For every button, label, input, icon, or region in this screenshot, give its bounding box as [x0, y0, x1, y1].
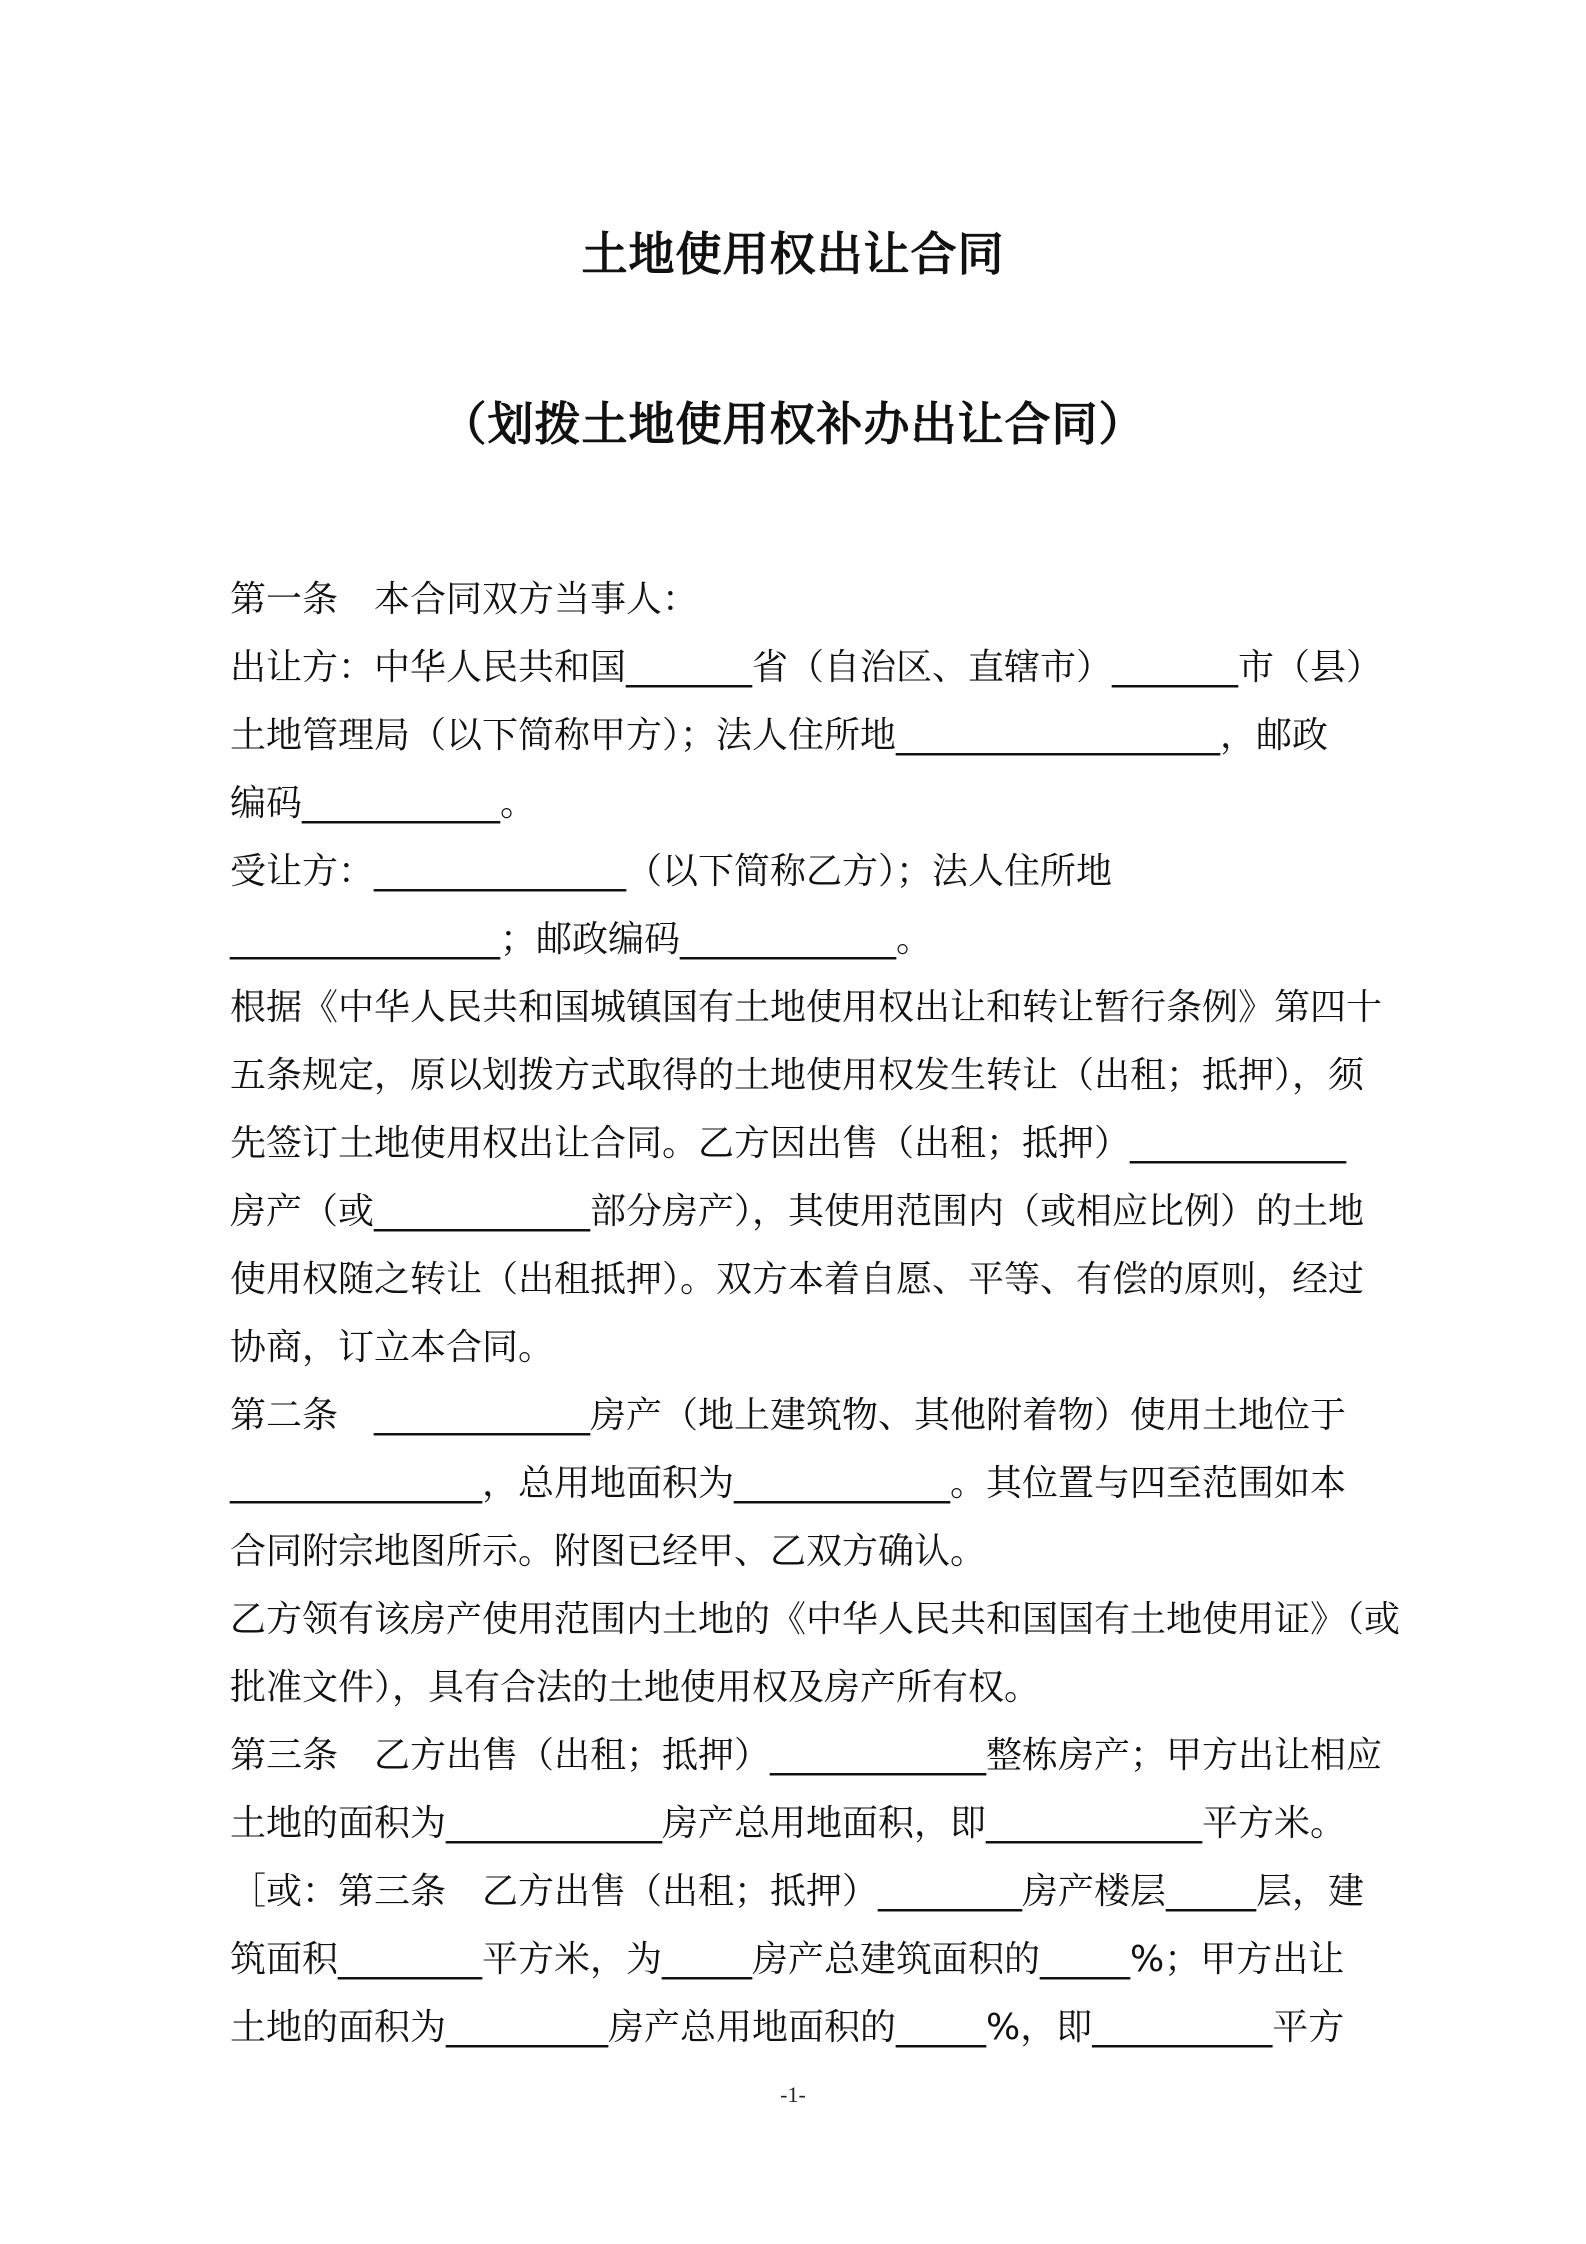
text-line: 房产（或____________部分房产），其使用范围内（或相应比例）的土地	[230, 1191, 1365, 1232]
text-line: 第一条 本合同双方当事人：	[230, 579, 699, 620]
text-line: 筑面积________平方米，为_____房产总建筑面积的_____%；甲方出让	[230, 1939, 1345, 1980]
text-line: 土地的面积为_________房产总用地面积的_____%，即__________平方	[230, 2007, 1345, 2048]
text-line: 协商，订立本合同。	[230, 1327, 555, 1368]
text-line: 根据《中华人民共和国城镇国有土地使用权出让和转让暂行条例》第四十	[230, 987, 1383, 1028]
text-line: ［或：第三条 乙方出售（出租；抵押）________房产楼层_____层，建	[230, 1871, 1365, 1912]
text-line: 使用权随之转让（出租抵押）。双方本着自愿、平等、有偿的原则，经过	[230, 1259, 1365, 1300]
text-line: 第二条 ____________房产（地上建筑物、其他附着物）使用土地位于	[230, 1395, 1347, 1436]
page-number: -1-	[780, 2082, 806, 2107]
document-body	[230, 566, 1452, 2062]
text-line: 出让方：中华人民共和国_______省（自治区、直辖市）_______市（县）	[230, 647, 1383, 688]
text-line: _______________；邮政编码____________。	[230, 919, 933, 960]
text-line: 合同附宗地图所示。附图已经甲、乙双方确认。	[230, 1531, 987, 1572]
text-line: 第三条 乙方出售（出租；抵押）____________整栋房产；甲方出让相应	[230, 1735, 1383, 1776]
text-line: 编码___________。	[230, 783, 537, 824]
text-line: 乙方领有该房产使用范围内土地的《中华人民共和国国有土地使用证》（或	[230, 1599, 1401, 1640]
text-line: ______________，总用地面积为____________。其位置与四至范围如本	[230, 1463, 1347, 1504]
document-title: 土地使用权出让合同	[581, 227, 1005, 281]
text-line: 批准文件），具有合法的土地使用权及房产所有权。	[230, 1667, 1041, 1708]
text-line: 受让方：______________（以下简称乙方）；法人住所地	[230, 851, 1113, 892]
text-line: 五条规定，原以划拨方式取得的土地使用权发生转让（出租；抵押），须	[230, 1055, 1365, 1096]
document-subtitle: （划拨土地使用权补办出让合同）	[440, 397, 1146, 451]
text-line: 先签订土地使用权出让合同。乙方因出售（出租；抵押）____________	[230, 1123, 1347, 1164]
text-line: 土地的面积为____________房产总用地面积，即____________平方米。	[230, 1803, 1347, 1844]
text-line: 土地管理局（以下简称甲方）；法人住所地__________________，邮政	[230, 715, 1329, 756]
